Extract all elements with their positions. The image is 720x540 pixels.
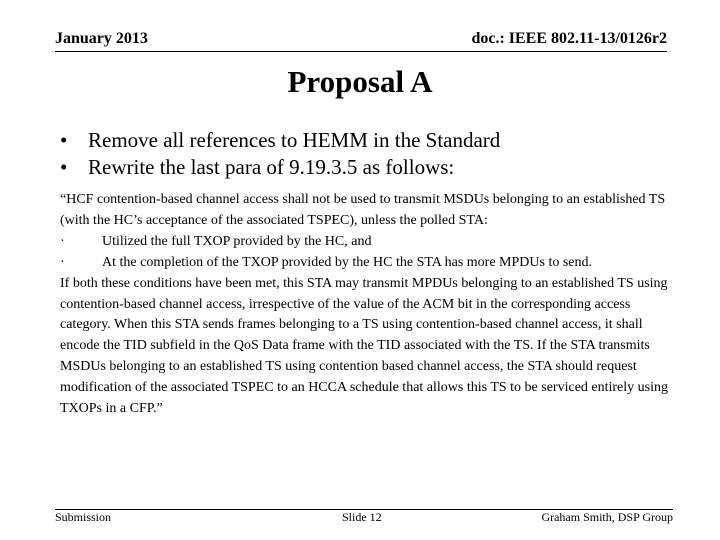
- header-date: January 2013: [55, 30, 148, 47]
- bullet-icon: •: [60, 155, 68, 179]
- quote-conclusion: If both these conditions have been met, this STA may transmit MPDUs belonging to an established TS using contention-based channel access, irrespective of the value of the ACM bit in the corresponding access category. When this STA sends frames belonging to a TS using contention-based channel access, it shall encode the TID subfield in the QoS Data frame with the TID associated with the TS. If the STA transmits MSDUs belonging to an established TS using contention based channel access, the STA should request modification of the associated TSPEC to an HCCA schedule that allows this TS to be serviced entirely using TXOPs in a CFP.”: [60, 275, 669, 417]
- footer-slide-number: Slide 12: [342, 510, 382, 524]
- bullet-item: [60, 127, 500, 154]
- header-doc-id: doc.: IEEE 802.11-13/0126r2: [471, 30, 667, 47]
- bullet-text: Remove all references to HEMM in the Standard: [88, 128, 501, 152]
- footer-author: Graham Smith, DSP Group: [541, 510, 673, 524]
- sub-item-text: Utilized the full TXOP provided by the HC, and: [102, 233, 372, 249]
- header-rule: [55, 51, 667, 52]
- middle-dot-icon: ·: [60, 233, 65, 249]
- footer-submission: Submission: [55, 510, 112, 524]
- quoted-text: [60, 190, 670, 420]
- bullet-text: Rewrite the last para of 9.19.3.5 as follows:: [88, 155, 455, 179]
- bullet-list: [60, 127, 500, 181]
- sub-item: [60, 253, 670, 274]
- middle-dot-icon: ·: [60, 254, 65, 270]
- sub-item-text: At the completion of the TXOP provided by the HC the STA has more MPDUs to send.: [102, 254, 592, 270]
- quote-intro: “HCF contention-based channel access shall not be used to transmit MSDUs belonging to an established TS (with the HC’s acceptance of the associated TSPEC), unless the polled STA:: [60, 192, 666, 228]
- bullet-icon: •: [60, 128, 68, 152]
- bullet-item: [60, 154, 500, 181]
- sub-item: [60, 232, 670, 253]
- slide-title: Proposal A: [287, 64, 433, 99]
